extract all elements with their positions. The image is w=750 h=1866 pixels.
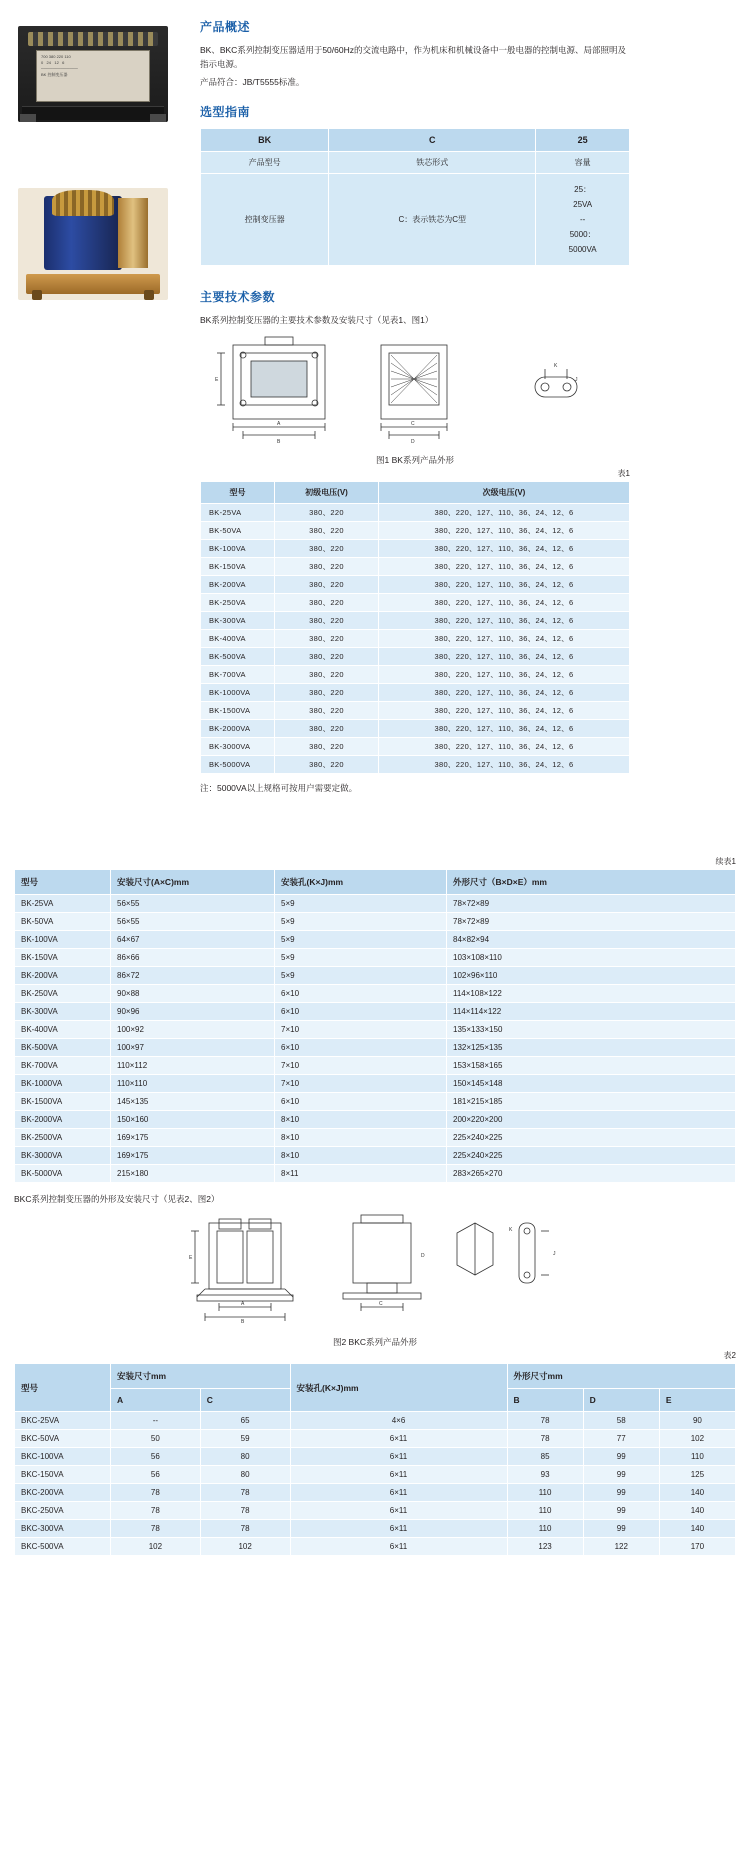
figure-1 — [200, 331, 630, 466]
table-row — [15, 1075, 736, 1093]
table-row — [15, 1111, 736, 1129]
cell-C: 59 — [200, 1430, 290, 1448]
cell-outline: 225×240×225 — [447, 1147, 736, 1165]
cell-outline: 102×96×110 — [447, 967, 736, 985]
cell-mount-hole: 6×10 — [275, 1003, 447, 1021]
table-row — [15, 1093, 736, 1111]
cell-mount-hole: 6×10 — [275, 1093, 447, 1111]
cell-model: BKC-500VA — [15, 1538, 111, 1556]
cell-model: BK-200VA — [15, 967, 111, 985]
cell-primary: 380、220 — [275, 720, 379, 738]
cell-mount-size: 100×92 — [111, 1021, 275, 1039]
cell-model: BK-700VA — [201, 666, 275, 684]
cell-model: BK-400VA — [15, 1021, 111, 1039]
cell-C: 80 — [200, 1466, 290, 1484]
t2-sub-E: E — [659, 1389, 735, 1412]
cell-hole: 4×6 — [290, 1412, 507, 1430]
table-row — [15, 1502, 736, 1520]
nameplate — [36, 50, 150, 102]
cell-model: BK-500VA — [15, 1039, 111, 1057]
cell-model: BKC-25VA — [15, 1412, 111, 1430]
table-row — [201, 648, 630, 666]
cell-D: 58 — [583, 1412, 659, 1430]
table-row — [201, 522, 630, 540]
t1-header-0: 型号 — [201, 482, 275, 504]
t2-sub-D: D — [583, 1389, 659, 1412]
table-header-row — [15, 1364, 736, 1389]
cell-mount-hole: 8×11 — [275, 1165, 447, 1183]
cell-C: 78 — [200, 1502, 290, 1520]
cell-mount-size: 110×110 — [111, 1075, 275, 1093]
cell-outline: 103×108×110 — [447, 949, 736, 967]
cell-mount-size: 150×160 — [111, 1111, 275, 1129]
cell-model: BK-50VA — [201, 522, 275, 540]
svg-text:J: J — [553, 1251, 556, 1257]
cell-model: BK-25VA — [201, 504, 275, 522]
cell-model: BKC-150VA — [15, 1466, 111, 1484]
table-row — [15, 1484, 736, 1502]
table-row — [15, 1147, 736, 1165]
svg-text:K: K — [554, 363, 558, 369]
cell-C: 78 — [200, 1484, 290, 1502]
cell-model: BK-5000VA — [15, 1165, 111, 1183]
t1-header-1: 初级电压(V) — [275, 482, 379, 504]
svg-text:A: A — [241, 1301, 245, 1307]
cell-A: 102 — [111, 1538, 201, 1556]
cell-primary: 380、220 — [275, 576, 379, 594]
table-2-label: 表2 — [723, 1351, 736, 1360]
table-header-row — [15, 870, 736, 895]
cell-mount-hole: 6×10 — [275, 1039, 447, 1057]
cell-E: 125 — [659, 1466, 735, 1484]
svg-text:B: B — [241, 1319, 245, 1325]
cell-secondary: 380、220、127、110、36、24、12、6 — [379, 522, 630, 540]
cell-outline: 150×145×148 — [447, 1075, 736, 1093]
cell-model: BKC-300VA — [15, 1520, 111, 1538]
cell-secondary: 380、220、127、110、36、24、12、6 — [379, 540, 630, 558]
figure-2 — [14, 1209, 736, 1348]
cell-B: 110 — [507, 1520, 583, 1538]
cell-mount-size: 169×175 — [111, 1129, 275, 1147]
t1c-header-3: 外形尺寸（B×D×E）mm — [447, 870, 736, 895]
cell-E: 140 — [659, 1484, 735, 1502]
cell-model: BK-300VA — [15, 1003, 111, 1021]
table-row — [15, 1039, 736, 1057]
cell-B: 93 — [507, 1466, 583, 1484]
table-1-body — [201, 504, 630, 774]
svg-text:D: D — [421, 1253, 425, 1259]
cell-hole: 6×11 — [290, 1466, 507, 1484]
overview-paragraph-2: 产品符合：JB/T5555标准。 — [200, 77, 305, 87]
table-1 — [200, 481, 630, 774]
table-row — [201, 630, 630, 648]
cell-E: 110 — [659, 1448, 735, 1466]
table-row — [15, 1538, 736, 1556]
product-photo-bk — [18, 26, 168, 122]
capacity-line-0: 25： — [574, 185, 592, 194]
cell-mount-hole: 8×10 — [275, 1147, 447, 1165]
table-1-cont-block — [14, 854, 736, 1556]
cell-primary: 380、220 — [275, 540, 379, 558]
cell-model: BKC-50VA — [15, 1430, 111, 1448]
cell-model: BK-2000VA — [15, 1111, 111, 1129]
guide-value-core: C：表示铁芯为C型 — [329, 174, 536, 266]
cell-mount-size: 145×135 — [111, 1093, 275, 1111]
cell-secondary: 380、220、127、110、36、24、12、6 — [379, 612, 630, 630]
cell-model: BK-500VA — [201, 648, 275, 666]
cell-secondary: 380、220、127、110、36、24、12、6 — [379, 630, 630, 648]
cell-hole: 6×11 — [290, 1502, 507, 1520]
table-row — [15, 1520, 736, 1538]
capacity-line-3: 5000： — [569, 230, 596, 239]
guide-value-model: 控制变压器 — [201, 174, 329, 266]
cell-C: 78 — [200, 1520, 290, 1538]
table-row — [15, 1129, 736, 1147]
cell-model: BKC-100VA — [15, 1448, 111, 1466]
svg-text:D: D — [411, 439, 415, 443]
cell-D: 99 — [583, 1448, 659, 1466]
cell-secondary: 380、220、127、110、36、24、12、6 — [379, 648, 630, 666]
cell-primary: 380、220 — [275, 522, 379, 540]
table-row — [15, 967, 736, 985]
cell-A: 78 — [111, 1520, 201, 1538]
table-1-note: 注：5000VA以上规格可按用户需要定做。 — [200, 783, 358, 793]
cell-mount-hole: 6×10 — [275, 985, 447, 1003]
cell-hole: 6×11 — [290, 1484, 507, 1502]
t2-sub-B: B — [507, 1389, 583, 1412]
table-row — [15, 1466, 736, 1484]
table-row — [15, 913, 736, 931]
cell-model: BK-3000VA — [201, 738, 275, 756]
t1c-header-0: 型号 — [15, 870, 111, 895]
cell-mount-size: 169×175 — [111, 1147, 275, 1165]
table-row — [15, 1412, 736, 1430]
t1c-header-1: 安装尺寸(A×C)mm — [111, 870, 275, 895]
cell-outline: 135×133×150 — [447, 1021, 736, 1039]
cell-model: BK-250VA — [201, 594, 275, 612]
cell-model: BK-1500VA — [201, 702, 275, 720]
mounting-base — [26, 274, 160, 294]
product-photo-bkc — [18, 188, 168, 300]
table-2-body — [15, 1412, 736, 1556]
product-photo-column — [18, 26, 188, 300]
t1c-header-2: 安装孔(K×J)mm — [275, 870, 447, 895]
nameplate-text: 700 380 220 110 0 24 12 6 ───────────── BK 控制变压器 — [41, 54, 78, 77]
capacity-line-4: 5000VA — [568, 245, 597, 254]
t2-header-mount-size: 安装尺寸mm — [111, 1364, 291, 1389]
cell-secondary: 380、220、127、110、36、24、12、6 — [379, 756, 630, 774]
bolt-right — [144, 290, 154, 300]
cell-hole: 6×11 — [290, 1538, 507, 1556]
cell-secondary: 380、220、127、110、36、24、12、6 — [379, 594, 630, 612]
cell-A: 56 — [111, 1466, 201, 1484]
table-2 — [14, 1363, 736, 1556]
cell-model: BKC-250VA — [15, 1502, 111, 1520]
cell-outline: 153×158×165 — [447, 1057, 736, 1075]
cell-E: 140 — [659, 1520, 735, 1538]
cell-model: BKC-200VA — [15, 1484, 111, 1502]
t2-header-outline: 外形尺寸mm — [507, 1364, 735, 1389]
cell-B: 78 — [507, 1430, 583, 1448]
cell-secondary: 380、220、127、110、36、24、12、6 — [379, 720, 630, 738]
guide-header-0: BK — [201, 129, 329, 152]
svg-text:C: C — [379, 1301, 383, 1307]
cell-mount-size: 86×66 — [111, 949, 275, 967]
cell-mount-hole: 5×9 — [275, 949, 447, 967]
table-row — [201, 504, 630, 522]
cell-outline: 78×72×89 — [447, 913, 736, 931]
table-row — [201, 594, 630, 612]
table-row — [15, 949, 736, 967]
svg-text:J: J — [575, 377, 578, 383]
cell-secondary: 380、220、127、110、36、24、12、6 — [379, 558, 630, 576]
cell-secondary: 380、220、127、110、36、24、12、6 — [379, 738, 630, 756]
figure-1-caption: 图1 BK系列产品外形 — [376, 455, 454, 465]
cell-mount-hole: 5×9 — [275, 931, 447, 949]
table-row — [201, 738, 630, 756]
table-row — [201, 720, 630, 738]
table-row — [15, 1165, 736, 1183]
table-row — [201, 684, 630, 702]
overview-paragraph-1: BK、BKC系列控制变压器适用于50/60Hz的交流电路中，作为机床和机械设备中一般电器的控制电源、局部照明及指示电源。 — [200, 45, 626, 69]
cell-outline: 114×108×122 — [447, 985, 736, 1003]
cell-C: 102 — [200, 1538, 290, 1556]
cell-primary: 380、220 — [275, 702, 379, 720]
cell-A: 78 — [111, 1484, 201, 1502]
section-title-params: 主要技术参数 — [200, 290, 276, 304]
table-row — [201, 174, 630, 266]
cell-primary: 380、220 — [275, 594, 379, 612]
cell-mount-size: 56×55 — [111, 895, 275, 913]
cell-primary: 380、220 — [275, 648, 379, 666]
table-1-cont-label: 续表1 — [715, 857, 736, 866]
section-title-overview: 产品概述 — [200, 20, 251, 34]
table-1-continued — [14, 869, 736, 1183]
cell-model: BK-150VA — [15, 949, 111, 967]
table-row — [15, 895, 736, 913]
table-row — [15, 931, 736, 949]
table-row — [15, 1057, 736, 1075]
cell-secondary: 380、220、127、110、36、24、12、6 — [379, 684, 630, 702]
content-column — [200, 18, 630, 794]
cell-outline: 78×72×89 — [447, 895, 736, 913]
cell-model: BK-5000VA — [201, 756, 275, 774]
mount-foot-left — [20, 114, 36, 122]
table-row — [201, 152, 630, 174]
cell-primary: 380、220 — [275, 666, 379, 684]
cell-mount-size: 90×88 — [111, 985, 275, 1003]
cell-mount-hole: 5×9 — [275, 913, 447, 931]
copper-winding — [52, 190, 114, 216]
cell-hole: 6×11 — [290, 1520, 507, 1538]
cell-outline: 114×114×122 — [447, 1003, 736, 1021]
cell-E: 140 — [659, 1502, 735, 1520]
cell-mount-size: 86×72 — [111, 967, 275, 985]
t2-sub-C: C — [200, 1389, 290, 1412]
cell-primary: 380、220 — [275, 504, 379, 522]
cell-mount-hole: 5×9 — [275, 967, 447, 985]
capacity-line-1: 25VA — [573, 200, 593, 209]
t2-header-mount-hole: 安装孔(K×J)mm — [290, 1364, 507, 1412]
table-row — [15, 1430, 736, 1448]
cell-outline: 283×265×270 — [447, 1165, 736, 1183]
cell-B: 110 — [507, 1502, 583, 1520]
cell-model: BK-200VA — [201, 576, 275, 594]
cell-hole: 6×11 — [290, 1448, 507, 1466]
cell-D: 99 — [583, 1484, 659, 1502]
table-row — [201, 612, 630, 630]
selection-guide-table — [200, 128, 630, 266]
cell-B: 85 — [507, 1448, 583, 1466]
table-1-cont-body — [15, 895, 736, 1183]
svg-text:E: E — [215, 377, 219, 383]
cell-model: BK-250VA — [15, 985, 111, 1003]
cell-E: 90 — [659, 1412, 735, 1430]
cell-D: 99 — [583, 1466, 659, 1484]
cell-outline: 84×82×94 — [447, 931, 736, 949]
cell-primary: 380、220 — [275, 738, 379, 756]
table-row — [201, 576, 630, 594]
table-row — [15, 1448, 736, 1466]
cell-model: BK-700VA — [15, 1057, 111, 1075]
capacity-line-2: -- — [579, 215, 586, 224]
cell-B: 78 — [507, 1412, 583, 1430]
cell-secondary: 380、220、127、110、36、24、12、6 — [379, 666, 630, 684]
cell-mount-size: 56×55 — [111, 913, 275, 931]
cell-model: BK-50VA — [15, 913, 111, 931]
bolt-left — [32, 290, 42, 300]
cell-B: 110 — [507, 1484, 583, 1502]
cell-secondary: 380、220、127、110、36、24、12、6 — [379, 702, 630, 720]
cell-model: BK-150VA — [201, 558, 275, 576]
cell-outline: 132×125×135 — [447, 1039, 736, 1057]
cell-E: 102 — [659, 1430, 735, 1448]
bkc-intro: BKC系列控制变压器的外形及安装尺寸（见表2、图2） — [14, 1194, 220, 1204]
guide-header-1: C — [329, 129, 536, 152]
cell-D: 122 — [583, 1538, 659, 1556]
cell-A: 56 — [111, 1448, 201, 1466]
table-row — [15, 1021, 736, 1039]
table-row — [201, 702, 630, 720]
table-row — [15, 985, 736, 1003]
guide-subheader-0: 产品型号 — [201, 152, 329, 174]
cell-secondary: 380、220、127、110、36、24、12、6 — [379, 504, 630, 522]
cell-mount-hole: 7×10 — [275, 1021, 447, 1039]
cell-outline: 181×215×185 — [447, 1093, 736, 1111]
table-row — [201, 756, 630, 774]
cell-model: BK-1000VA — [201, 684, 275, 702]
cell-model: BK-25VA — [15, 895, 111, 913]
cell-model: BK-1500VA — [15, 1093, 111, 1111]
cell-hole: 6×11 — [290, 1430, 507, 1448]
table-row — [201, 666, 630, 684]
section-title-guide: 选型指南 — [200, 105, 251, 119]
cell-A: -- — [111, 1412, 201, 1430]
cell-B: 123 — [507, 1538, 583, 1556]
photo-base — [22, 106, 164, 120]
cell-A: 50 — [111, 1430, 201, 1448]
table-1-label: 表1 — [617, 469, 630, 478]
cell-mount-hole: 7×10 — [275, 1075, 447, 1093]
t2-sub-A: A — [111, 1389, 201, 1412]
guide-header-2: 25 — [536, 129, 630, 152]
cell-mount-size: 90×96 — [111, 1003, 275, 1021]
cell-model: BK-3000VA — [15, 1147, 111, 1165]
figure-2-caption: 图2 BKC系列产品外形 — [332, 1337, 418, 1347]
figure-1-drawing — [205, 331, 625, 443]
cell-model: BK-400VA — [201, 630, 275, 648]
guide-subheader-1: 铁芯形式 — [329, 152, 536, 174]
svg-text:K: K — [509, 1227, 513, 1233]
cell-outline: 225×240×225 — [447, 1129, 736, 1147]
cell-primary: 380、220 — [275, 756, 379, 774]
cell-D: 77 — [583, 1430, 659, 1448]
cell-D: 99 — [583, 1502, 659, 1520]
svg-text:E: E — [189, 1255, 193, 1261]
core-side-plate — [118, 198, 148, 268]
cell-primary: 380、220 — [275, 612, 379, 630]
guide-value-capacity — [536, 174, 630, 266]
table-row — [15, 1003, 736, 1021]
terminal-block — [28, 32, 158, 46]
cell-mount-hole: 5×9 — [275, 895, 447, 913]
t2-header-model: 型号 — [15, 1364, 111, 1412]
cell-secondary: 380、220、127、110、36、24、12、6 — [379, 576, 630, 594]
cell-model: BK-2000VA — [201, 720, 275, 738]
cell-mount-size: 215×180 — [111, 1165, 275, 1183]
cell-A: 78 — [111, 1502, 201, 1520]
table-header-row — [201, 482, 630, 504]
cell-primary: 380、220 — [275, 630, 379, 648]
cell-D: 99 — [583, 1520, 659, 1538]
table-row — [201, 540, 630, 558]
t1-header-2: 次级电压(V) — [379, 482, 630, 504]
cell-model: BK-100VA — [15, 931, 111, 949]
svg-text:C: C — [411, 421, 415, 427]
cell-mount-size: 64×67 — [111, 931, 275, 949]
cell-mount-size: 110×112 — [111, 1057, 275, 1075]
mount-foot-right — [150, 114, 166, 122]
cell-model: BK-2500VA — [15, 1129, 111, 1147]
svg-text:B: B — [277, 439, 281, 443]
cell-mount-hole: 8×10 — [275, 1129, 447, 1147]
params-intro: BK系列控制变压器的主要技术参数及安装尺寸（见表1、图1） — [200, 315, 434, 325]
cell-model: BK-300VA — [201, 612, 275, 630]
table-row — [201, 129, 630, 152]
guide-subheader-2: 容量 — [536, 152, 630, 174]
cell-model: BK-100VA — [201, 540, 275, 558]
svg-text:A: A — [277, 421, 281, 427]
cell-mount-hole: 7×10 — [275, 1057, 447, 1075]
figure-2-drawing — [175, 1209, 575, 1325]
cell-model: BK-1000VA — [15, 1075, 111, 1093]
cell-mount-size: 100×97 — [111, 1039, 275, 1057]
cell-primary: 380、220 — [275, 558, 379, 576]
table-row — [201, 558, 630, 576]
cell-primary: 380、220 — [275, 684, 379, 702]
cell-E: 170 — [659, 1538, 735, 1556]
cell-mount-hole: 8×10 — [275, 1111, 447, 1129]
cell-C: 80 — [200, 1448, 290, 1466]
cell-C: 65 — [200, 1412, 290, 1430]
cell-outline: 200×220×200 — [447, 1111, 736, 1129]
